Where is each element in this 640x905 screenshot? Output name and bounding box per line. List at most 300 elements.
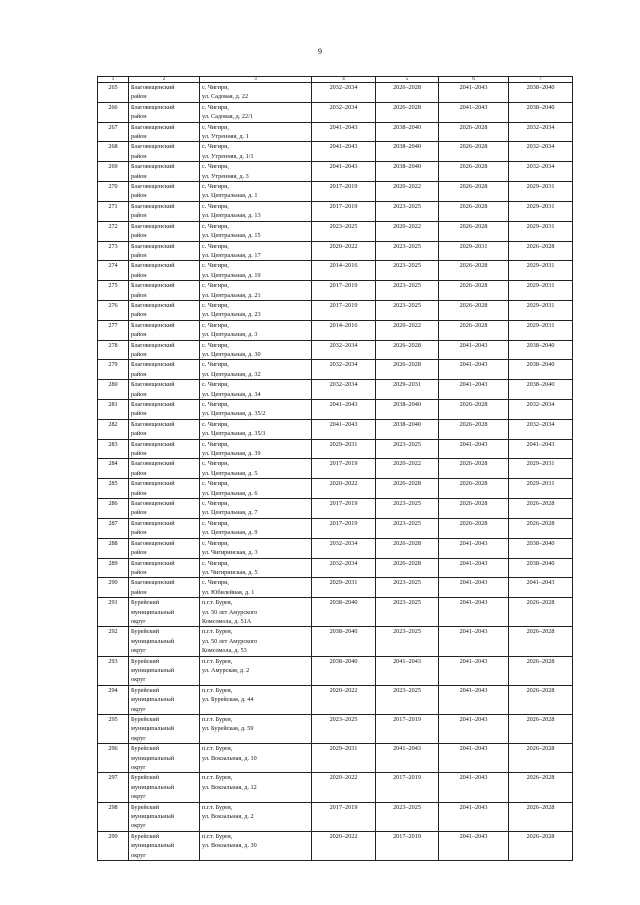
period-cell-col5: 2038–2040	[376, 400, 439, 420]
address-line: ул. Амурская, д. 2	[202, 666, 250, 674]
address-cell	[200, 162, 312, 182]
period-cell-col4: 2014–2016	[312, 261, 376, 281]
period-cell-col7: 2038–2040	[509, 380, 573, 400]
district-line: Благовещенский	[131, 103, 175, 111]
district-cell	[129, 744, 200, 773]
district-cell	[129, 627, 200, 656]
period-cell-col7: 2032–2034	[509, 162, 573, 182]
district-line: Благовещенский	[131, 143, 175, 151]
address-cell	[200, 685, 312, 714]
address-line: ул. Центральная, д. 35/2	[202, 410, 266, 418]
period-cell-col4: 2020–2022	[312, 685, 376, 714]
address-line: с. Чигири,	[202, 559, 229, 567]
table-row	[98, 773, 573, 802]
address-line: ул. Центральная, д. 35/3	[202, 430, 266, 438]
period-cell-col4: 2023–2025	[312, 715, 376, 744]
period-cell-col4: 2017–2019	[312, 802, 376, 831]
address-cell	[200, 142, 312, 162]
column-number: 1	[98, 77, 129, 83]
district-line: Благовещенский	[131, 579, 175, 587]
row-number: 297	[98, 773, 129, 802]
period-cell-col7: 2038–2040	[509, 360, 573, 380]
row-number: 295	[98, 715, 129, 744]
address-line: ул. Центральная, д. 6	[202, 489, 258, 497]
address-line: Комсомола, д. 53	[202, 647, 247, 655]
period-cell-col5: 2038–2040	[376, 162, 439, 182]
address-line: ул. Центральная, д. 9	[202, 529, 258, 537]
row-number: 271	[98, 201, 129, 221]
address-cell	[200, 578, 312, 598]
period-cell-col6: 2041–2043	[439, 744, 509, 773]
address-cell	[200, 518, 312, 538]
table-row	[98, 802, 573, 831]
period-cell-col4: 2017–2019	[312, 182, 376, 202]
district-cell	[129, 102, 200, 122]
district-cell	[129, 459, 200, 479]
district-line: Благовещенский	[131, 301, 175, 309]
period-cell-col4: 2041–2043	[312, 400, 376, 420]
district-cell	[129, 558, 200, 578]
address-cell	[200, 459, 312, 479]
district-cell	[129, 281, 200, 301]
address-line: ул. Вокзальная, д. 12	[202, 783, 257, 791]
row-number: 277	[98, 320, 129, 340]
table-row	[98, 598, 573, 627]
period-cell-col7: 2038–2040	[509, 102, 573, 122]
district-cell	[129, 419, 200, 439]
district-line: район	[131, 549, 147, 557]
district-line: Благовещенский	[131, 183, 175, 191]
period-cell-col4: 2017–2019	[312, 300, 376, 320]
period-cell-col7: 2026–2028	[509, 656, 573, 685]
address-cell	[200, 538, 312, 558]
row-number: 275	[98, 281, 129, 301]
district-line: район	[131, 212, 147, 220]
row-number: 267	[98, 122, 129, 142]
table-row	[98, 102, 573, 122]
period-cell-col6: 2041–2043	[439, 715, 509, 744]
period-cell-col6: 2026–2028	[439, 281, 509, 301]
period-cell-col6: 2026–2028	[439, 261, 509, 281]
district-cell	[129, 182, 200, 202]
district-line: округ	[131, 734, 146, 742]
period-cell-col5: 2020–2022	[376, 221, 439, 241]
address-line: п.г.т. Бурея,	[202, 774, 233, 782]
address-line: ул. Центральная, д. 13	[202, 212, 261, 220]
period-cell-col6: 2029–2031	[439, 241, 509, 261]
district-line: район	[131, 390, 147, 398]
district-line: округ	[131, 764, 146, 772]
table-row	[98, 518, 573, 538]
district-cell	[129, 83, 200, 103]
period-cell-col5: 2038–2040	[376, 142, 439, 162]
address-cell	[200, 831, 312, 860]
district-line: район	[131, 410, 147, 418]
address-line: с. Чигири,	[202, 282, 229, 290]
period-cell-col5: 2026–2028	[376, 538, 439, 558]
period-cell-col4: 2038–2040	[312, 598, 376, 627]
district-line: муниципальный	[131, 637, 175, 645]
row-number: 284	[98, 459, 129, 479]
address-line: ул. Садовая, д. 22/1	[202, 113, 253, 121]
period-cell-col7: 2026–2028	[509, 802, 573, 831]
address-cell	[200, 380, 312, 400]
table-row	[98, 400, 573, 420]
district-cell	[129, 162, 200, 182]
address-line: с. Чигири,	[202, 143, 229, 151]
table-row	[98, 241, 573, 261]
period-cell-col6: 2041–2043	[439, 83, 509, 103]
address-line: ул. Вокзальная, д. 10	[202, 754, 257, 762]
table-row	[98, 340, 573, 360]
district-line: район	[131, 450, 147, 458]
district-line: муниципальный	[131, 754, 175, 762]
district-line: муниципальный	[131, 813, 175, 821]
address-cell	[200, 360, 312, 380]
address-cell	[200, 102, 312, 122]
district-cell	[129, 300, 200, 320]
district-line: Бурейский	[131, 774, 160, 782]
table-row	[98, 221, 573, 241]
district-line: Благовещенский	[131, 84, 175, 91]
address-line: с. Чигири,	[202, 103, 229, 111]
address-cell	[200, 627, 312, 656]
row-number: 291	[98, 598, 129, 627]
address-cell	[200, 122, 312, 142]
period-cell-col5: 2026–2028	[376, 558, 439, 578]
address-cell	[200, 201, 312, 221]
district-line: муниципальный	[131, 608, 175, 616]
district-line: муниципальный	[131, 783, 175, 791]
period-cell-col7: 2041–2043	[509, 439, 573, 459]
district-cell	[129, 360, 200, 380]
period-cell-col6: 2026–2028	[439, 400, 509, 420]
period-cell-col4: 2032–2034	[312, 340, 376, 360]
period-cell-col5: 2041–2043	[376, 656, 439, 685]
district-line: Бурейский	[131, 628, 160, 636]
row-number: 289	[98, 558, 129, 578]
district-cell	[129, 685, 200, 714]
address-cell	[200, 715, 312, 744]
district-line: Бурейский	[131, 716, 160, 723]
district-line: Бурейский	[131, 657, 160, 665]
address-line: с. Чигири,	[202, 301, 229, 309]
district-cell	[129, 201, 200, 221]
row-number: 266	[98, 102, 129, 122]
address-cell	[200, 479, 312, 499]
period-cell-col6: 2026–2028	[439, 182, 509, 202]
column-number: 2	[129, 77, 200, 83]
period-cell-col5: 2023–2025	[376, 439, 439, 459]
district-line: район	[131, 311, 147, 319]
district-line: район	[131, 172, 147, 180]
row-number: 274	[98, 261, 129, 281]
period-cell-col7: 2029–2031	[509, 459, 573, 479]
address-line: ул. Чигиринская, д. 5	[202, 568, 258, 576]
address-line: ул. Бурейская, д. 59	[202, 725, 254, 733]
period-cell-col7: 2026–2028	[509, 831, 573, 860]
address-line: п.г.т. Бурея,	[202, 686, 233, 694]
district-line: район	[131, 192, 147, 200]
address-cell	[200, 598, 312, 627]
row-number: 293	[98, 656, 129, 685]
period-cell-col7: 2029–2031	[509, 261, 573, 281]
period-cell-col4: 2032–2034	[312, 380, 376, 400]
address-line: с. Чигири,	[202, 381, 229, 389]
period-cell-col6: 2041–2043	[439, 558, 509, 578]
period-cell-col4: 2029–2031	[312, 578, 376, 598]
period-cell-col6: 2026–2028	[439, 162, 509, 182]
address-line: ул. Центральная, д. 34	[202, 390, 261, 398]
district-cell	[129, 142, 200, 162]
period-cell-col4: 2032–2034	[312, 558, 376, 578]
row-number: 292	[98, 627, 129, 656]
period-cell-col7: 2026–2028	[509, 241, 573, 261]
period-cell-col5: 2029–2031	[376, 380, 439, 400]
district-line: Бурейский	[131, 803, 160, 811]
row-number: 283	[98, 439, 129, 459]
period-cell-col4: 2023–2025	[312, 221, 376, 241]
address-line: с. Чигири,	[202, 84, 229, 91]
row-number: 278	[98, 340, 129, 360]
period-cell-col6: 2026–2028	[439, 499, 509, 519]
district-line: муниципальный	[131, 696, 175, 704]
address-cell	[200, 656, 312, 685]
period-cell-col6: 2026–2028	[439, 518, 509, 538]
period-cell-col6: 2041–2043	[439, 578, 509, 598]
district-cell	[129, 241, 200, 261]
address-cell	[200, 802, 312, 831]
period-cell-col4: 2029–2031	[312, 744, 376, 773]
district-line: район	[131, 133, 147, 141]
district-line: Благовещенский	[131, 519, 175, 527]
address-line: ул. Юбилейная, д. 1	[202, 588, 255, 596]
address-line: ул. Центральная, д. 15	[202, 232, 261, 240]
address-line: с. Чигири,	[202, 460, 229, 468]
period-cell-col7: 2041–2043	[509, 578, 573, 598]
district-line: район	[131, 271, 147, 279]
address-cell	[200, 320, 312, 340]
address-line: п.г.т. Бурея,	[202, 657, 233, 665]
district-line: Благовещенский	[131, 420, 175, 428]
district-line: район	[131, 430, 147, 438]
row-number: 282	[98, 419, 129, 439]
period-cell-col6: 2041–2043	[439, 831, 509, 860]
period-cell-col5: 2023–2025	[376, 499, 439, 519]
address-cell	[200, 419, 312, 439]
period-cell-col4: 2014–2016	[312, 320, 376, 340]
period-cell-col4: 2020–2022	[312, 479, 376, 499]
period-cell-col5: 2041–2043	[376, 744, 439, 773]
table-row	[98, 419, 573, 439]
period-cell-col4: 2041–2043	[312, 122, 376, 142]
table-row	[98, 380, 573, 400]
district-line: район	[131, 568, 147, 576]
period-cell-col5: 2020–2022	[376, 182, 439, 202]
row-number: 276	[98, 300, 129, 320]
district-line: Благовещенский	[131, 222, 175, 230]
period-cell-col7: 2026–2028	[509, 685, 573, 714]
district-cell	[129, 831, 200, 860]
district-cell	[129, 261, 200, 281]
district-cell	[129, 598, 200, 627]
district-line: Благовещенский	[131, 163, 175, 171]
period-cell-col5: 2023–2025	[376, 300, 439, 320]
period-cell-col4: 2041–2043	[312, 142, 376, 162]
period-cell-col6: 2041–2043	[439, 538, 509, 558]
page-number: 9	[318, 47, 322, 56]
period-cell-col7: 2032–2034	[509, 142, 573, 162]
table-row	[98, 201, 573, 221]
district-cell	[129, 715, 200, 744]
table-row	[98, 83, 573, 103]
address-line: п.г.т. Бурея,	[202, 745, 233, 753]
period-cell-col5: 2023–2025	[376, 261, 439, 281]
district-line: Бурейский	[131, 599, 160, 607]
period-cell-col5: 2023–2025	[376, 281, 439, 301]
table-row	[98, 182, 573, 202]
district-line: Благовещенский	[131, 321, 175, 329]
period-cell-col7: 2029–2031	[509, 281, 573, 301]
table-row	[98, 715, 573, 744]
address-line: с. Чигири,	[202, 361, 229, 369]
period-cell-col7: 2029–2031	[509, 479, 573, 499]
district-line: район	[131, 113, 147, 121]
row-number: 265	[98, 83, 129, 103]
district-line: Бурейский	[131, 745, 160, 753]
address-line: с. Чигири,	[202, 539, 229, 547]
table-row	[98, 360, 573, 380]
row-number: 298	[98, 802, 129, 831]
district-cell	[129, 221, 200, 241]
district-cell	[129, 439, 200, 459]
district-cell	[129, 578, 200, 598]
district-cell	[129, 773, 200, 802]
district-line: район	[131, 469, 147, 477]
table-row	[98, 627, 573, 656]
period-cell-col7: 2038–2040	[509, 340, 573, 360]
table-row	[98, 656, 573, 685]
period-cell-col5: 2017–2019	[376, 715, 439, 744]
district-line: Благовещенский	[131, 401, 175, 408]
period-cell-col6: 2026–2028	[439, 459, 509, 479]
period-cell-col6: 2041–2043	[439, 627, 509, 656]
row-number: 296	[98, 744, 129, 773]
district-line: округ	[131, 676, 146, 684]
district-line: район	[131, 152, 147, 160]
district-line: Благовещенский	[131, 500, 175, 508]
address-line: с. Чигири,	[202, 341, 229, 349]
address-cell	[200, 241, 312, 261]
row-number: 281	[98, 400, 129, 420]
column-number: 4	[312, 77, 376, 83]
district-line: муниципальный	[131, 842, 175, 850]
address-line: ул. Утренняя, д. 3	[202, 172, 249, 180]
district-cell	[129, 538, 200, 558]
address-cell	[200, 558, 312, 578]
period-cell-col7: 2038–2040	[509, 83, 573, 103]
address-line: с. Чигири,	[202, 500, 229, 508]
period-cell-col6: 2041–2043	[439, 802, 509, 831]
period-cell-col7: 2032–2034	[509, 122, 573, 142]
period-cell-col7: 2038–2040	[509, 558, 573, 578]
period-cell-col4: 2032–2034	[312, 360, 376, 380]
address-line: ул. Центральная, д. 17	[202, 251, 261, 259]
district-line: муниципальный	[131, 666, 175, 674]
address-line: Комсомола, д. 51А	[202, 617, 252, 625]
district-line: район	[131, 370, 147, 378]
address-cell	[200, 261, 312, 281]
district-cell	[129, 400, 200, 420]
district-cell	[129, 320, 200, 340]
address-line: с. Чигири,	[202, 401, 229, 408]
address-cell	[200, 281, 312, 301]
address-line: с. Чигири,	[202, 123, 229, 131]
period-cell-col4: 2041–2043	[312, 419, 376, 439]
table-row	[98, 162, 573, 182]
period-cell-col6: 2026–2028	[439, 300, 509, 320]
address-line: ул. Центральная, д. 39	[202, 450, 261, 458]
row-number: 272	[98, 221, 129, 241]
period-cell-col5: 2026–2028	[376, 340, 439, 360]
district-line: Благовещенский	[131, 341, 175, 349]
address-line: с. Чигири,	[202, 242, 229, 250]
period-cell-col5: 2023–2025	[376, 518, 439, 538]
district-cell	[129, 656, 200, 685]
address-line: ул. Утренняя, д. 1	[202, 133, 249, 141]
column-number: 3	[200, 77, 312, 83]
period-cell-col5: 2020–2022	[376, 459, 439, 479]
column-number: 5	[376, 77, 439, 83]
district-line: Бурейский	[131, 832, 160, 840]
table-row	[98, 320, 573, 340]
period-cell-col7: 2026–2028	[509, 627, 573, 656]
period-cell-col5: 2038–2040	[376, 122, 439, 142]
district-line: округ	[131, 793, 146, 801]
address-line: с. Чигири,	[202, 183, 229, 191]
address-cell	[200, 300, 312, 320]
table-row	[98, 142, 573, 162]
district-cell	[129, 122, 200, 142]
address-cell	[200, 499, 312, 519]
period-cell-col7: 2029–2031	[509, 320, 573, 340]
period-cell-col6: 2026–2028	[439, 142, 509, 162]
address-line: ул. Садовая, д. 22	[202, 93, 249, 101]
period-cell-col5: 2017–2019	[376, 831, 439, 860]
district-line: Благовещенский	[131, 539, 175, 547]
period-cell-col5: 2026–2028	[376, 83, 439, 103]
period-cell-col6: 2026–2028	[439, 320, 509, 340]
table-body	[98, 77, 573, 861]
period-cell-col6: 2026–2028	[439, 479, 509, 499]
address-line: с. Чигири,	[202, 202, 229, 210]
address-line: ул. Бурейская, д. 44	[202, 696, 254, 704]
table-row	[98, 744, 573, 773]
district-line: район	[131, 331, 147, 339]
address-cell	[200, 182, 312, 202]
period-cell-col4: 2020–2022	[312, 773, 376, 802]
row-number: 290	[98, 578, 129, 598]
table-row	[98, 459, 573, 479]
row-number: 279	[98, 360, 129, 380]
period-cell-col4: 2032–2034	[312, 538, 376, 558]
address-line: п.г.т. Бурея,	[202, 803, 233, 811]
row-number: 270	[98, 182, 129, 202]
period-cell-col6: 2041–2043	[439, 102, 509, 122]
address-line: с. Чигири,	[202, 163, 229, 171]
table-row	[98, 479, 573, 499]
period-cell-col4: 2017–2019	[312, 459, 376, 479]
